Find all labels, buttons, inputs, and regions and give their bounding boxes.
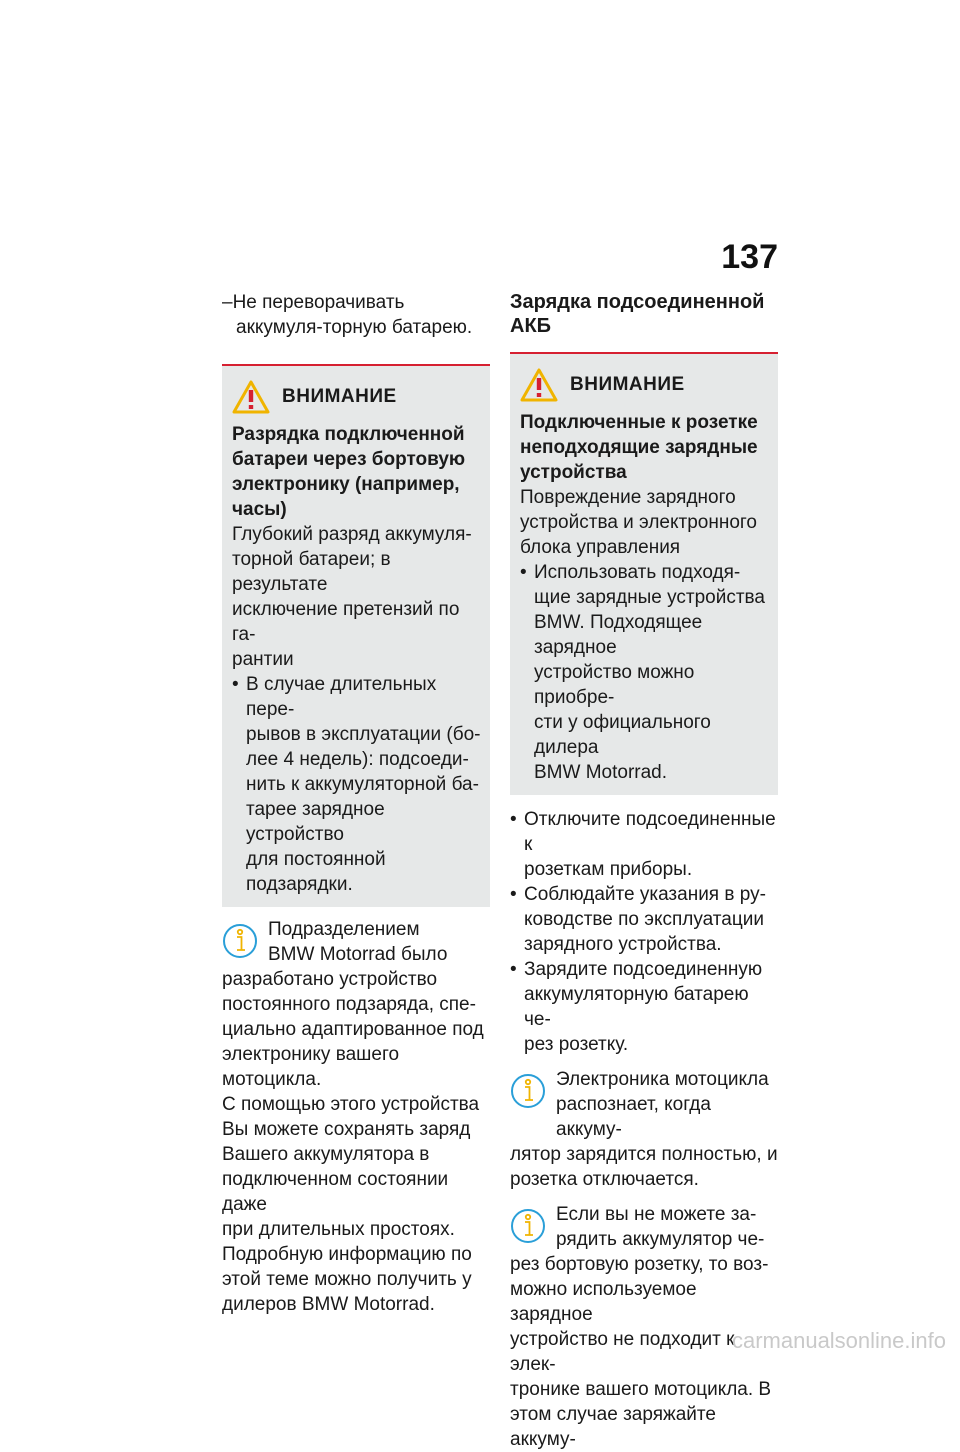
warning-title: ВНИМАНИЕ — [282, 386, 397, 407]
warning-box — [510, 352, 778, 795]
warning-bold-line: устройства — [520, 462, 627, 483]
info-line: разработано устройство — [222, 969, 438, 990]
info-line: тронике вашего мотоцикла. В — [510, 1379, 772, 1400]
bullet-dot: • — [510, 959, 517, 980]
info-line: дилеров BMW Motorrad. — [222, 1294, 435, 1315]
bullet-line: щие зарядные устройства — [534, 587, 765, 608]
page-number: 137 — [721, 238, 778, 276]
warning-body-line: Глубокий разряд аккумуля- — [232, 524, 472, 545]
info-line: BMW Motorrad было — [268, 944, 448, 965]
warning-body-line: исключение претензий по га- — [232, 599, 460, 645]
info-icon — [222, 923, 258, 959]
info-line: Вашего аккумулятора в — [222, 1144, 430, 1165]
warning-body-line: Повреждение зарядного — [520, 487, 736, 508]
bullet-line: тарее зарядное устройство — [246, 799, 385, 845]
warning-bullet — [232, 672, 482, 897]
bullet-line: Соблюдайте указания в ру- — [524, 884, 766, 905]
warning-bold-line: Разрядка подключенной — [232, 424, 465, 445]
warning-body-line: рантии — [232, 649, 294, 670]
info-line: при длительных простоях. — [222, 1219, 455, 1240]
bullet-line: для постоянной подзарядки. — [246, 849, 386, 895]
bullet-line: BMW Motorrad. — [534, 762, 668, 783]
bullet-dot: • — [510, 884, 517, 905]
info-note — [222, 917, 490, 1317]
info-line: электронику вашего мотоцикла. — [222, 1044, 400, 1090]
warning-bold-line: электронику (например, — [232, 474, 460, 495]
info-line: подключенном состоянии даже — [222, 1169, 449, 1215]
info-line: рез бортовую розетку, то воз- — [510, 1254, 769, 1275]
info-note — [510, 1202, 778, 1452]
warning-triangle-icon — [520, 368, 558, 402]
warning-body-line: блока управления — [520, 537, 681, 558]
bullet-dot: • — [520, 562, 527, 583]
warning-title: ВНИМАНИЕ — [570, 374, 685, 395]
info-line: циально адаптированное под — [222, 1019, 484, 1040]
info-line: можно используемое зарядное — [510, 1279, 697, 1325]
left-column — [222, 290, 490, 1317]
watermark: carmanualsonline.info — [731, 1328, 946, 1353]
info-note — [510, 1067, 778, 1192]
bullet-line: розеткам приборы. — [524, 859, 693, 880]
section-title-line: Зарядка подсоединенной — [510, 291, 765, 313]
instruction-bullet — [510, 957, 778, 1057]
instruction-bullet — [510, 882, 778, 957]
warning-bold-line: неподходящие зарядные — [520, 437, 758, 458]
bullet-dot: • — [232, 674, 239, 695]
bullet-line: рез розетку. — [524, 1034, 629, 1055]
info-icon — [510, 1073, 546, 1109]
bullet-line: ководстве по эксплуатации — [524, 909, 764, 930]
info-line: лятор зарядится полностью, и — [510, 1144, 778, 1165]
bullet-dot: • — [510, 809, 517, 830]
info-line: этой теме можно получить у — [222, 1269, 472, 1290]
bullet-line: сти у официального дилера — [534, 712, 711, 758]
warning-header — [232, 380, 482, 414]
info-line: Подробную информацию по — [222, 1244, 472, 1265]
bullet-line: нить к аккумуляторной ба- — [246, 774, 479, 795]
warning-header — [520, 368, 770, 402]
bullet-line: Использовать подходя- — [534, 562, 741, 583]
right-column — [510, 290, 778, 1452]
info-line: С помощью этого устройства — [222, 1094, 480, 1115]
bullet-line: BMW. Подходящее зарядное — [534, 612, 703, 658]
info-line: устройство не подходит к элек- — [510, 1329, 735, 1375]
bullet-line: Зарядите подсоединенную — [524, 959, 763, 980]
bullet-line: рывов в эксплуатации (бо- — [246, 724, 481, 745]
bullet-line: Отключите подсоединенные к — [524, 809, 776, 855]
info-line: рядить аккумулятор че- — [556, 1229, 765, 1250]
info-line: Электроника мотоцикла — [556, 1069, 769, 1090]
warning-body-line: торной батареи; в результате — [232, 549, 391, 595]
info-line: Вы можете сохранять заряд — [222, 1119, 471, 1140]
warning-bold-line: батареи через бортовую — [232, 449, 466, 470]
info-line: Если вы не можете за- — [556, 1204, 757, 1225]
info-line: Подразделением — [268, 919, 420, 940]
warning-bold-line: Подключенные к розетке — [520, 412, 758, 433]
bullet-line: зарядного устройства. — [524, 934, 722, 955]
info-line: этом случае заряжайте аккуму- — [510, 1404, 716, 1450]
instruction-bullet — [510, 807, 778, 882]
info-line: распознает, когда аккуму- — [556, 1094, 711, 1140]
dash-item: –Не переворачивать аккумуля-торную батарею. — [222, 292, 473, 338]
bullet-line: лее 4 недель): подсоеди- — [246, 749, 469, 770]
instruction-list — [510, 807, 778, 1057]
warning-box — [222, 364, 490, 907]
section-title — [510, 290, 778, 338]
bullet-line: аккумуляторную батарею че- — [524, 984, 749, 1030]
warning-triangle-icon — [232, 380, 270, 414]
bullet-line: устройство можно приобре- — [534, 662, 695, 708]
bullet-line: В случае длительных пере- — [246, 674, 437, 720]
warning-bullet — [520, 560, 770, 785]
section-title-line: АКБ — [510, 315, 552, 337]
warning-bold-line: часы) — [232, 499, 287, 520]
info-line: розетка отключается. — [510, 1169, 699, 1190]
warning-body-line: устройства и электронного — [520, 512, 757, 533]
info-line: постоянного подзаряда, спе- — [222, 994, 476, 1015]
info-icon — [510, 1208, 546, 1244]
